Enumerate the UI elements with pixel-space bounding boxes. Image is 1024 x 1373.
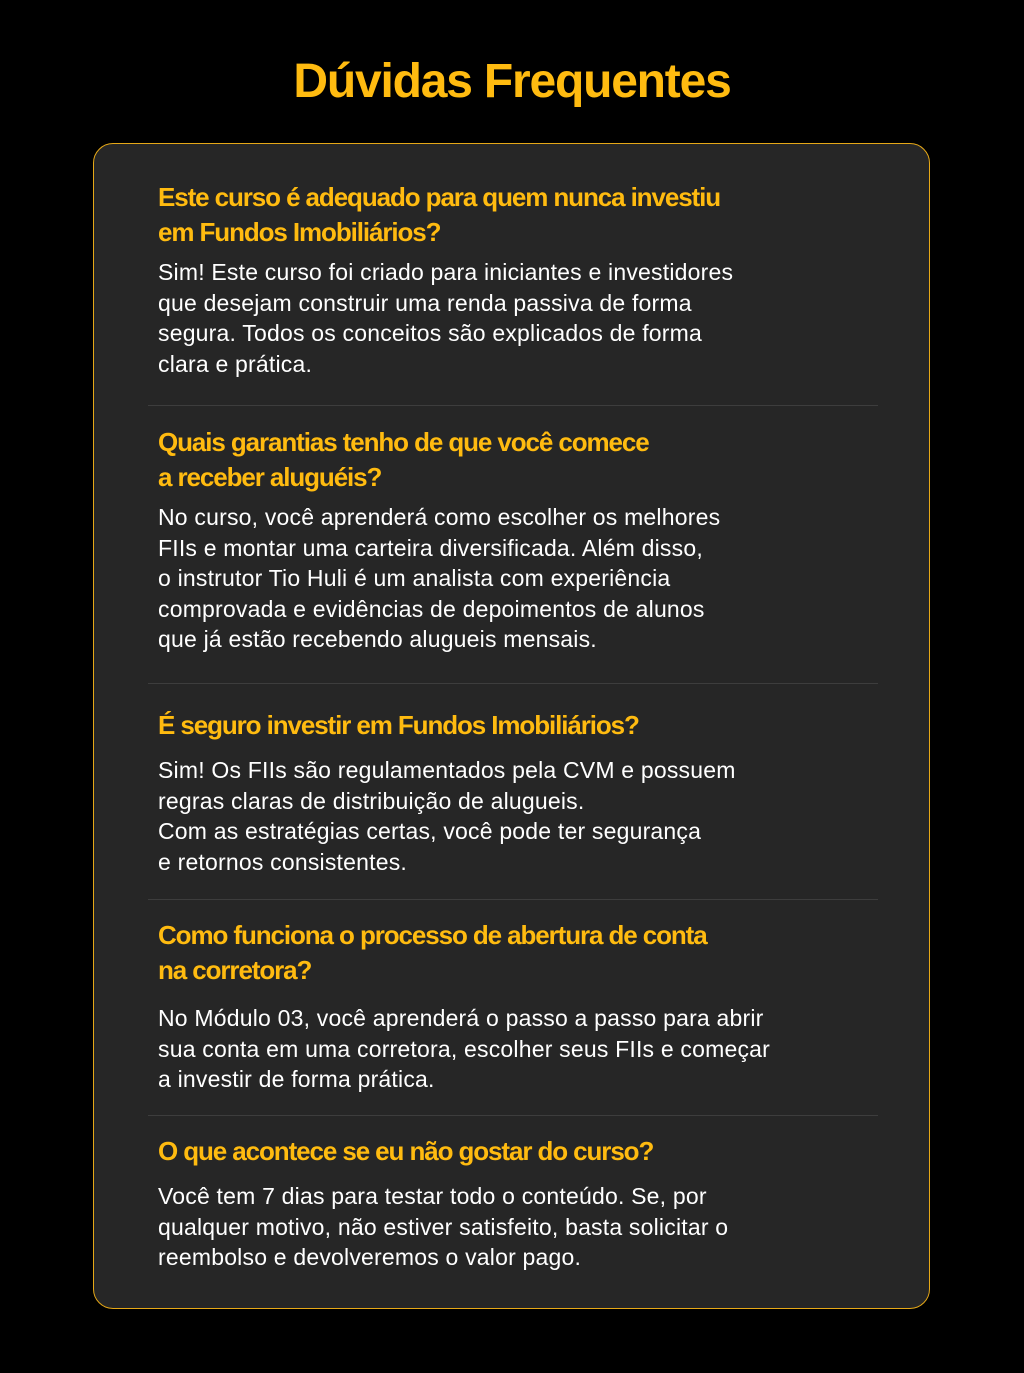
faq-question-line: Quais garantias tenho de que você comece <box>158 427 649 457</box>
faq-question <box>158 1134 878 1169</box>
faq-answer-line: o instrutor Tio Huli é um analista com experiência <box>158 565 671 592</box>
faq-question-line: Como funciona o processo de abertura de conta <box>158 920 707 950</box>
faq-answer-line: No curso, você aprenderá como escolher os melhores <box>158 504 721 530</box>
faq-answer-line: Com as estratégias certas, você pode ter segurança <box>158 818 702 845</box>
faq-question-line: É seguro investir em Fundos Imobiliários? <box>158 710 639 740</box>
faq-question-line: O que acontece se eu não gostar do curso? <box>158 1136 654 1166</box>
faq-item <box>148 1134 878 1273</box>
faq-answer <box>158 1181 878 1273</box>
faq-item <box>148 180 878 379</box>
faq-answer <box>158 257 878 379</box>
faq-question <box>158 918 878 988</box>
faq-answer-line: a investir de forma prática. <box>158 1066 435 1093</box>
faq-question-line: na corretora? <box>158 955 312 985</box>
faq-answer-line: que já estão recebendo alugueis mensais. <box>158 626 597 653</box>
faq-answer <box>158 755 878 877</box>
faq-answer-line: regras claras de distribuição de alugueis. <box>158 787 585 814</box>
faq-answer <box>158 1003 878 1095</box>
faq-answer-line: reembolso e devolveremos o valor pago. <box>158 1244 582 1271</box>
faq-question-line: a receber aluguéis? <box>158 462 382 492</box>
faq-item <box>148 708 878 877</box>
faq-answer-line: que desejam construir uma renda passiva de forma <box>158 289 692 316</box>
faq-divider <box>148 683 878 684</box>
faq-question-line: Este curso é adequado para quem nunca investiu <box>158 182 721 212</box>
faq-answer <box>158 502 878 655</box>
faq-answer-line: Sim! Este curso foi criado para iniciantes e investidores <box>158 259 734 285</box>
faq-answer-line: e retornos consistentes. <box>158 848 407 875</box>
page-title: Dúvidas Frequentes <box>293 55 731 108</box>
faq-divider <box>148 899 878 900</box>
faq-question <box>158 425 878 495</box>
faq-answer-line: sua conta em uma corretora, escolher seus FIIs e começar <box>158 1035 771 1062</box>
faq-divider <box>148 1115 878 1116</box>
faq-answer-line: comprovada e evidências de depoimentos de alunos <box>158 595 705 622</box>
faq-answer-line: Sim! Os FIIs são regulamentados pela CVM e possuem <box>158 757 736 783</box>
faq-divider <box>148 405 878 406</box>
faq-answer-line: segura. Todos os conceitos são explicados de forma <box>158 320 702 347</box>
faq-answer-line: clara e prática. <box>158 350 313 377</box>
faq-question <box>158 708 878 743</box>
faq-item <box>148 425 878 655</box>
faq-item <box>148 918 878 1095</box>
faq-card <box>93 143 930 1309</box>
faq-answer-line: No Módulo 03, você aprenderá o passo a passo para abrir <box>158 1005 764 1031</box>
faq-question-line: em Fundos Imobiliários? <box>158 217 441 247</box>
faq-answer-line: Você tem 7 dias para testar todo o conteúdo. Se, por <box>158 1183 707 1209</box>
faq-answer-line: FIIs e montar uma carteira diversificada. Além disso, <box>158 534 703 561</box>
faq-answer-line: qualquer motivo, não estiver satisfeito, basta solicitar o <box>158 1213 729 1240</box>
faq-question <box>158 180 878 250</box>
